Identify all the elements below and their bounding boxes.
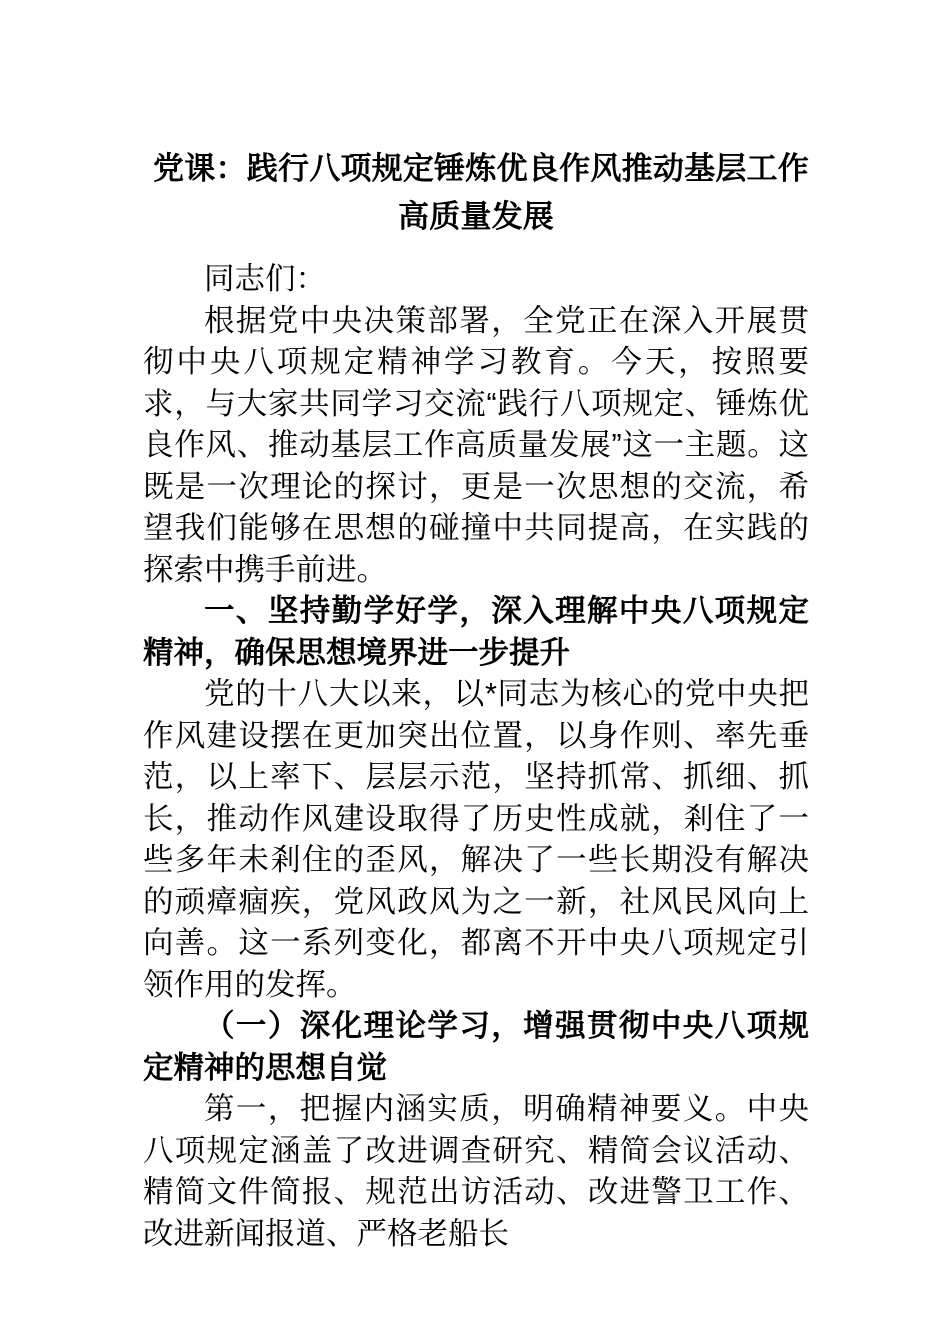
document-body: [143, 145, 809, 1255]
paragraph-intro: 根据党中央决策部署，全党正在深入开展贯彻中央八项规定精神学习教育。今天，按照要求，与大家共同学习交流“践行八项规定、锤炼优良作风、推动基层工作高质量发展”这一主题。这既是一次理论的探讨，更是一次思想的交流，希望我们能够在思想的碰撞中共同提高，在实践的探索中携手前进。: [143, 303, 809, 587]
subsection-heading-1-1: （一）深化理论学习，增强贯彻中央八项规定精神的思想自觉: [143, 1009, 809, 1085]
paragraph-section-1-body-1: 党的十八大以来，以*同志为核心的党中央把作风建设摆在更加突出位置，以身作则、率先垂范，以上率下、层层示范，坚持抓常、抓细、抓长，推动作风建设取得了历史性成就，剎住了一些多年未剎住的歪风，解决了一些长期没有解决的顽瘴痼疾，党风政风为之一新，社风民风向上向善。这一系列变化，都离不开中央八项规定引领作用的发挥。: [143, 677, 809, 1002]
paragraph-salutation: 同志们：: [204, 262, 326, 296]
paragraph-subsection-1-1-body-1: 第一，把握内涵实质，明确精神要义。中央八项规定涵盖了改进调查研究、精简会议活动、精简文件简报、规范出访活动、改进警卫工作、改进新闻报道、严格老船长: [143, 1092, 809, 1251]
section-heading-1: 一、坚持勤学好学，深入理解中央八项规定精神，确保思想境界进一步提升: [143, 594, 809, 670]
page-title: 党课：践行八项规定锤炼优良作风推动基层工作高质量发展: [153, 151, 809, 234]
